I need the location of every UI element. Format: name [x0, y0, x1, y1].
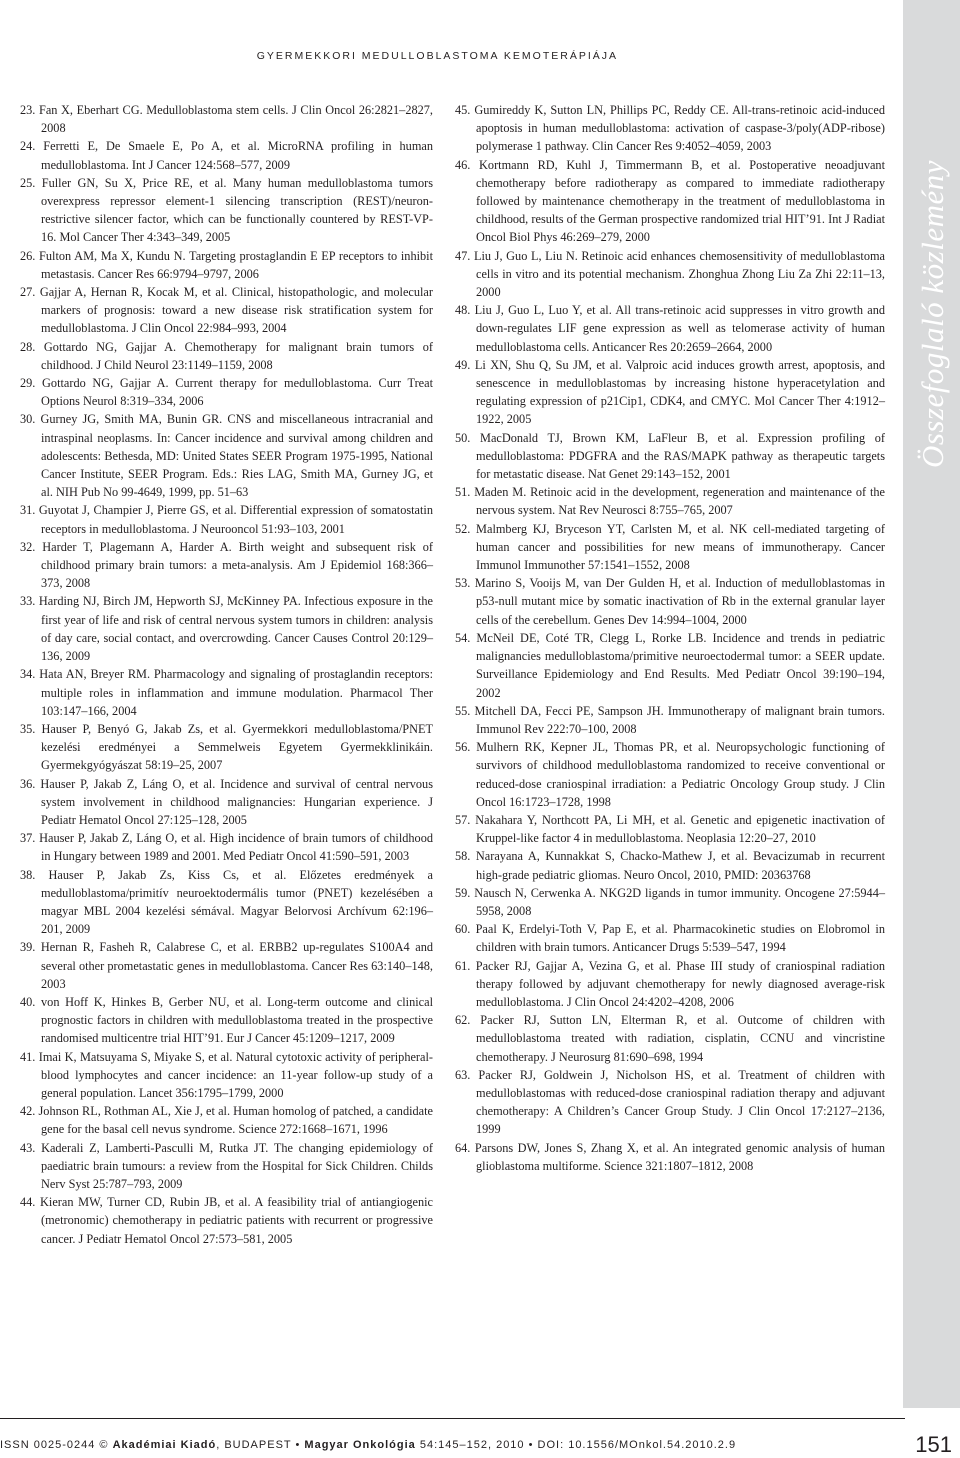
reference-item: 60. Paal K, Erdelyi-Toth V, Pap E, et al. Pharmacokinetic studies on Elobromol in children with brain tumors. Anticancer Drugs 5:539–547, 1994: [455, 922, 885, 955]
reference-item: 27. Gajjar A, Hernan R, Kocak M, et al. Clinical, histopathologic, and molecular markers of prognosis: toward a new disease risk stratification system for medulloblastoma. J Clin Oncol 22:984–993, 2004: [20, 285, 433, 336]
reference-item: 57. Nakahara Y, Northcott PA, Li MH, et al. Genetic and epigenetic inactivation of Kruppel-like factor 4 in medulloblastoma. Neoplasia 12:20–27, 2010: [455, 812, 885, 846]
reference-item: 47. Liu J, Guo L, Liu N. Retinoic acid enhances chemosensitivity of medulloblastoma cells in vitro and its potential mechanism. Zhonghua Zhong Liu Za Zhi 22:11–13, 2000: [455, 248, 885, 300]
reference-item: 40. von Hoff K, Hinkes B, Gerber NU, et al. Long-term outcome and clinical prognostic factors in children with medulloblastoma treated in the prospective randomised multicentre trial HIT’91. Eur J Cancer 45:1209–1217, 2009: [20, 994, 433, 1046]
reference-item: 35. Hauser P, Benyó G, Jakab Zs, et al. Gyermekkori medulloblastoma/PNET kezelési eredményei a Semmelweis Egyetem Gyermekklinikáin. Gyermekgyógyászat 58:19–25, 2007: [20, 721, 433, 773]
footer-bullet-2: •: [528, 1439, 534, 1451]
reference-item: 50. MacDonald TJ, Brown KM, LaFleur B, et al. Expression profiling of medulloblastoma: PDGFRA and the RAS/MAPK pathway as therapeutic targets for metastatic disease. Nat Genet 29:143–152, 2001: [455, 430, 885, 482]
reference-item: 31. Guyotat J, Champier J, Pierre GS, et al. Differential expression of somatostatin receptors in medulloblastoma. J Neurooncol 51:93–103, 2001: [20, 503, 433, 536]
reference-item: 28. Gottardo NG, Gajjar A. Chemotherapy for malignant brain tumors of childhood. J Child Neurol 23:1149–1159, 2008: [20, 339, 433, 372]
footer-publisher: Akadémiai Kiadó: [112, 1439, 217, 1451]
reference-item: 54. McNeil DE, Coté TR, Clegg L, Rorke LB. Incidence and trends in pediatric malignancies medulloblastoma/primitive neuroectodermal tumor: a SEER update. Surveillance Epidemiology and End Results. Med Pediatr Oncol 39:190–194, 2002: [455, 630, 885, 700]
section-label: Összefoglaló közlemény: [915, 160, 950, 469]
reference-item: 32. Harder T, Plagemann A, Harder A. Birth weight and subsequent risk of childhood primary brain tumors: a meta-analysis. Am J Epidemiol 168:366–373, 2008: [20, 539, 433, 591]
reference-item: 58. Narayana A, Kunnakkat S, Chacko-Mathew J, et al. Bevacizumab in recurrent high-grade pediatric gliomas. Neuro Oncol, 2010, PMID: 20363768: [455, 849, 885, 882]
reference-item: 23. Fan X, Eberhart CG. Medulloblastoma stem cells. J Clin Oncol 26:2821–2827, 2008: [20, 103, 433, 136]
reference-item: 37. Hauser P, Jakab Z, Láng O, et al. High incidence of brain tumors of childhood in Hungary between 1989 and 2001. Med Pediatr Oncol 41:590–591, 2003: [20, 831, 433, 864]
footer-bullet: •: [295, 1439, 301, 1451]
reference-item: 56. Mulhern RK, Kepner JL, Thomas PR, et al. Neuropsychologic functioning of survivors of childhood medulloblastoma randomized to receive conventional or reduced-dose craniospinal irradiation: a Pediatric Oncology Group study. J Clin Oncol 16:1723–1728, 1998: [455, 740, 885, 809]
footer-doi: DOI: 10.1556/MOnkol.54.2010.2.9: [537, 1439, 737, 1451]
reference-item: 62. Packer RJ, Sutton LN, Elterman R, et al. Outcome of children with medulloblastoma treated with radiation, cisplatin, CCNU and vincristine chemotherapy. J Neurosurg 81:690–698, 1994: [455, 1013, 885, 1064]
footer-city: , BUDAPEST: [216, 1439, 292, 1451]
reference-item: 51. Maden M. Retinoic acid in the development, regeneration and maintenance of the nervous system. Nat Rev Neurosci 8:755–765, 2007: [455, 485, 885, 518]
section-side-band: [903, 0, 960, 1408]
reference-item: 29. Gottardo NG, Gajjar A. Current therapy for medulloblastoma. Curr Treat Options Neurol 8:319–334, 2006: [20, 376, 433, 409]
footer-copyright: ©: [99, 1439, 109, 1451]
page-number: 151: [915, 1432, 952, 1457]
reference-item: 64. Parsons DW, Jones S, Zhang X, et al. An integrated genomic analysis of human glioblastoma multiforme. Science 321:1807–1812, 2008: [455, 1140, 885, 1173]
reference-item: 45. Gumireddy K, Sutton LN, Phillips PC, Reddy CE. All-trans-retinoic acid-induced apoptosis in human medulloblastoma: activation of caspase-3/poly(ADP-ribose) polymerase 1 pathway. Clin Cancer Res 9:4052–4059, 2003: [455, 103, 885, 154]
reference-item: 46. Kortmann RD, Kuhl J, Timmermann B, et al. Postoperative neoadjuvant chemotherapy before radiotherapy as compared to immediate radiotherapy followed by maintenance chemotherapy in the treatment of medulloblastoma in childhood, results of the German prospective randomized trial HIT’91. Int J Radiat Oncol Biol Phys 46:269–279, 2000: [455, 157, 885, 245]
reference-item: 38. Hauser P, Jakab Zs, Kiss Cs, et al. Előzetes eredmények a medulloblastoma/primitív neuroektodermális tumor (PNET) kezelésében a magyar MBL 2004 kezelési sémával. Magyar Belorvosi Archívum 62:196–201, 2009: [20, 867, 433, 937]
reference-item: 24. Ferretti E, De Smaele E, Po A, et al. MicroRNA profiling in human medulloblastoma. Int J Cancer 124:568–577, 2009: [20, 139, 433, 172]
reference-item: 59. Nausch N, Cerwenka A. NKG2D ligands in tumor immunity. Oncogene 27:5944–5958, 2008: [455, 885, 885, 918]
reference-item: 36. Hauser P, Jakab Z, Láng O, et al. Incidence and survival of central nervous system involvement in childhood malignancies: Hungarian experience. J Pediatr Hematol Oncol 27:125–128, 2005: [20, 776, 433, 827]
references-left-column: [20, 101, 433, 1248]
reference-item: 44. Kieran MW, Turner CD, Rubin JB, et al. A feasibility trial of antiangiogenic (metronomic) chemotherapy in pediatric patients with recurrent or progressive cancer. J Pediatr Hematol Oncol 27:573–581, 2005: [20, 1195, 433, 1246]
footer: [0, 1439, 736, 1451]
reference-item: 30. Gurney JG, Smith MA, Bunin GR. CNS and miscellaneous intracranial and intraspinal neoplasms. In: Cancer incidence and survival among children and adolescents: Bethesda, MD: United States SEER Program 1975-1995, National Cancer Institute, SEER Program. Eds.: Ries LAG, Smith MA, Gurney JG, et al. NIH Pub No 99-4649, 1999, pp. 51–63: [20, 412, 433, 500]
reference-item: 39. Hernan R, Fasheh R, Calabrese C, et al. ERBB2 up-regulates S100A4 and several other prometastatic genes in medulloblastoma. Cancer Res 63:140–148, 2003: [20, 940, 433, 991]
reference-item: 33. Harding NJ, Birch JM, Hepworth SJ, McKinney PA. Infectious exposure in the first year of life and risk of central nervous system tumors in children: analysis of day care, social contact, and overcrowding. Cancer Causes Control 20:129–136, 2009: [20, 594, 433, 664]
reference-item: 43. Kaderali Z, Lamberti-Pasculli M, Rutka JT. The changing epidemiology of paediatric brain tumours: a review from the Hospital for Sick Children. Childs Nerv Syst 25:787–793, 2009: [20, 1140, 433, 1191]
reference-item: 55. Mitchell DA, Fecci PE, Sampson JH. Immunotherapy of malignant brain tumors. Immunol Rev 222:70–100, 2008: [455, 703, 885, 736]
reference-item: 25. Fuller GN, Su X, Price RE, et al. Many human medulloblastoma tumors overexpress repressor element-1 silencing transcription (REST)/neuron-restrictive silencer factor, which can be functionally countered by REST-VP-16. Mol Cancer Ther 4:343–349, 2005: [20, 175, 433, 245]
reference-item: 26. Fulton AM, Ma X, Kundu N. Targeting prostaglandin E EP receptors to inhibit metastasis. Cancer Res 66:9794–9797, 2006: [20, 248, 433, 281]
reference-item: 61. Packer RJ, Gajjar A, Vezina G, et al. Phase III study of craniospinal radiation therapy followed by adjuvant chemotherapy for newly diagnosed average-risk medulloblastoma. J Clin Oncol 24:4202–4208, 2006: [455, 958, 885, 1009]
reference-item: 52. Malmberg KJ, Bryceson YT, Carlsten M, et al. NK cell-mediated targeting of human cancer and possibilities for new means of immunotherapy. Cancer Immunol Immunother 57:1541–1552, 2008: [455, 521, 885, 573]
reference-item: 42. Johnson RL, Rothman AL, Xie J, et al. Human homolog of patched, a candidate gene for the basal cell nevus syndrome. Science 272:1668–1671, 1996: [20, 1104, 433, 1137]
reference-item: 34. Hata AN, Breyer RM. Pharmacology and signaling of prostaglandin receptors: multiple roles in inflammation and immune modulation. Pharmacol Ther 103:147–166, 2004: [20, 667, 433, 718]
running-header: GYERMEKKORI MEDULLOBLASTOMA KEMOTERÁPIÁJA: [256, 50, 618, 62]
footer-issn: ISSN 0025-0244: [0, 1439, 96, 1451]
footer-journal: Magyar Onkológia: [304, 1439, 416, 1451]
reference-item: 49. Li XN, Shu Q, Su JM, et al. Valproic acid induces growth arrest, apoptosis, and senescence in medulloblastomas by increasing histone hyperacetylation and regulating expression of p21Cip1, CDK4, and CMYC. Mol Cancer Ther 4:1912–1922, 2005: [455, 357, 885, 427]
references-right-column: [455, 101, 885, 1175]
footer-volume: 54:145–152, 2010: [419, 1439, 525, 1451]
reference-item: 41. Imai K, Matsuyama S, Miyake S, et al. Natural cytotoxic activity of peripheral-blood lymphocytes and cancer incidence: an 11-year follow-up study of a general population. Lancet 356:1795–1799, 2000: [20, 1049, 433, 1100]
reference-item: 48. Liu J, Guo L, Luo Y, et al. All trans-retinoic acid suppresses in vitro growth and down-regulates LIF gene expression as well as telomerase activity of human medulloblastoma cells. Anticancer Res 20:2659–2664, 2000: [455, 303, 885, 354]
reference-item: 63. Packer RJ, Goldwein J, Nicholson HS, et al. Treatment of children with medulloblastomas with reduced-dose craniospinal radiation therapy and adjuvant chemotherapy: A Children’s Cancer Group Study. J Clin Oncol 17:2127–2136, 1999: [455, 1067, 885, 1137]
reference-item: 53. Marino S, Vooijs M, van Der Gulden H, et al. Induction of medulloblastomas in p53-null mutant mice by somatic inactivation of Rb in the external granular layer cells of the cerebellum. Genes Dev 14:994–1004, 2000: [455, 576, 885, 627]
footer-rule: [0, 1418, 905, 1419]
